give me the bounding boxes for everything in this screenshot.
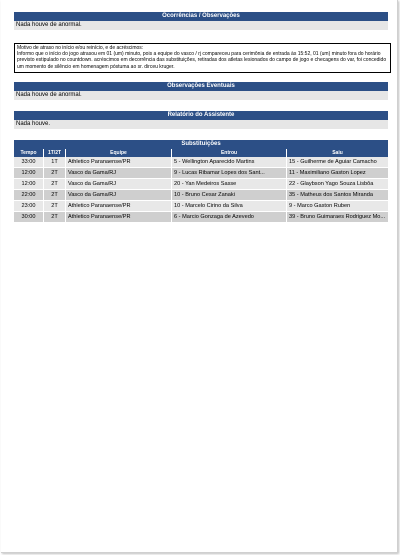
table-row [14,190,388,201]
cell-equipe: Athletico Paranaense/PR [66,212,172,223]
substituicoes-section [14,140,388,223]
table-row [14,179,388,190]
column-header-equipe: Equipe [66,149,172,157]
cell-equipe: Vasco da Gama/RJ [66,190,172,201]
cell-periodo: 2T [44,179,66,190]
eventuais-text: Nada houve de anormal. [14,91,388,100]
cell-saiu: 11 - Maximiliano Gaston Lopez [287,168,388,179]
cell-equipe: Vasco da Gama/RJ [66,179,172,190]
cell-periodo: 2T [44,212,66,223]
cell-periodo: 1T [44,157,66,168]
table-row [14,157,388,168]
ocorrencias-header: Ocorrências / Observações [14,12,388,21]
cell-tempo: 23:00 [14,201,44,212]
cell-entrou: 20 - Yan Medeiros Sasse [172,179,287,190]
substituicoes-table [14,149,388,223]
column-header-periodo: 1T/2T [44,149,66,157]
substituicoes-header: Substituições [14,140,388,149]
cell-saiu: 15 - Guilherme de Aguiar Camacho [287,157,388,168]
cell-equipe: Athletico Paranaense/PR [66,157,172,168]
cell-periodo: 2T [44,168,66,179]
cell-entrou: 5 - Wellington Aparecido Martins [172,157,287,168]
cell-equipe: Athletico Paranaense/PR [66,201,172,212]
ocorrencias-text: Nada houve de anormal. [14,21,388,30]
cell-tempo: 12:00 [14,179,44,190]
cell-saiu: 9 - Marco Gaston Ruben [287,201,388,212]
cell-entrou: 10 - Marcelo Cirino da Silva [172,201,287,212]
motivo-atraso-text: Informo que o início do jogo atrasou em 01 (um) minuto, pois a equipe do vasco / rj compareceu para cerimônia de entrada às 15:52, 01 (um) minuto fora do horário previsto estipulado no countdown. acréscimos em decorrência das substituições, retiradas dos atletas lesionados do campo de jogo e checagens do var, foi concedido um momento de silêncio em homenagem póstuma ao sr. dirceu kruger. [17,51,387,70]
motivo-atraso-title: Motivo de atraso no início e/ou reinício, e de acréscimos: [17,45,144,51]
table-row [14,201,388,212]
assistente-section [14,111,388,129]
cell-periodo: 2T [44,201,66,212]
column-header-saiu: Saiu [287,149,388,157]
column-header-tempo: Tempo [14,149,44,157]
cell-saiu: 39 - Bruno Guimaraes Rodriguez Mo... [287,212,388,223]
motivo-atraso-box [14,43,391,73]
cell-saiu: 22 - Glaybson Yago Souza Lisbôa [287,179,388,190]
cell-tempo: 22:00 [14,190,44,201]
cell-entrou: 9 - Lucas Ribamar Lopes dos Sant... [172,168,287,179]
document-sheet [1,0,398,553]
table-header-row [14,149,388,157]
cell-entrou: 6 - Marcio Gonzaga de Azevedo [172,212,287,223]
assistente-text: Nada houve. [14,120,388,129]
eventuais-section [14,82,388,100]
cell-saiu: 35 - Matheus dos Santos Miranda [287,190,388,201]
ocorrencias-section [14,12,388,30]
assistente-header: Relatório do Assistente [14,111,388,120]
cell-tempo: 30:00 [14,212,44,223]
cell-equipe: Vasco da Gama/RJ [66,168,172,179]
column-header-entrou: Entrou [172,149,287,157]
eventuais-header: Observações Eventuais [14,82,388,91]
cell-tempo: 12:00 [14,168,44,179]
cell-periodo: 2T [44,190,66,201]
table-row [14,168,388,179]
table-row [14,212,388,223]
cell-tempo: 33:00 [14,157,44,168]
cell-entrou: 10 - Bruno Cesar Zanaki [172,190,287,201]
